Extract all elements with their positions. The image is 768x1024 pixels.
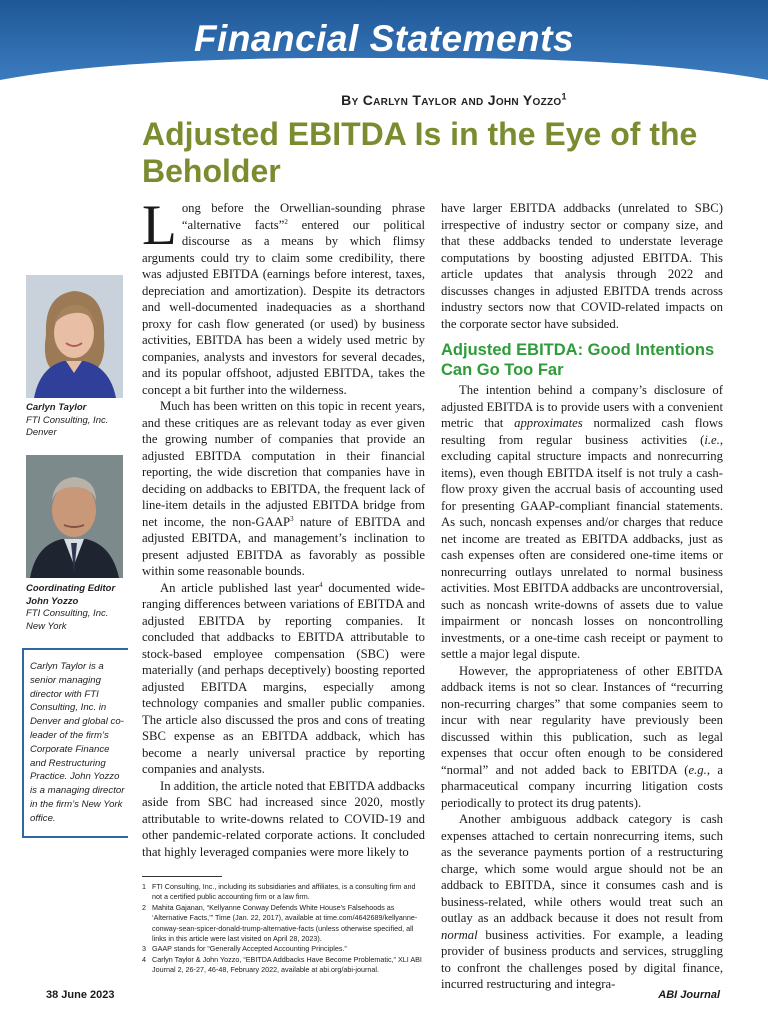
footnote-number: 3 bbox=[142, 944, 146, 954]
body-paragraph bbox=[142, 580, 425, 778]
article-column-2 bbox=[441, 200, 723, 332]
author-photo-yozzo bbox=[26, 455, 123, 578]
text-emphasis: normal bbox=[441, 927, 478, 942]
text-run: , a pharmaceutical company incurring litigation costs periodically to protect its drug patents). bbox=[441, 762, 723, 810]
footnotes bbox=[142, 882, 425, 976]
text-emphasis: e.g. bbox=[688, 762, 707, 777]
author-name: John Yozzo bbox=[26, 595, 79, 607]
author-caption-yozzo bbox=[26, 583, 134, 633]
body-paragraph bbox=[142, 194, 425, 398]
journal-name: ABI Journal bbox=[658, 989, 720, 1001]
body-paragraph bbox=[441, 811, 723, 993]
section-banner bbox=[0, 0, 768, 82]
body-paragraph bbox=[441, 382, 723, 663]
footnote bbox=[142, 955, 425, 976]
footnote-text: Mahita Gajanan, “Kellyanne Conway Defends White House’s Falsehoods as ‘Alternative Facts,’” Time (Jan. 22, 2017), available at time.com/4642689/kellyanne-conway-sean-spicer-donald-trump-alternative-facts (unless otherwise specified, all links in this article were last visited on April 28, 2023). bbox=[152, 902, 418, 944]
footnote bbox=[142, 882, 425, 903]
text-run: However, the appropriateness of other EBITDA addback items is not so clear. Instances of “recurring non-recurring charges” that some companies seem to incur with near regularity have previously been discussed within this publication, such as legal expenses that occur often enough to be considered “normal” and not added back to EBITDA ( bbox=[441, 663, 723, 777]
article-headline: Adjusted EBITDA Is in the Eye of the Beholder bbox=[142, 116, 698, 189]
text-run: nature of EBITDA and adjusted EBITDA, and management’s inclination to present adjusted EBITDA as favorably as possible within some reasonable bounds. bbox=[142, 514, 425, 578]
page-folio: 38 June 2023 bbox=[46, 989, 115, 1001]
author-caption-taylor bbox=[26, 402, 134, 440]
byline bbox=[140, 92, 768, 108]
footnote-number: 4 bbox=[142, 954, 146, 964]
text-run: , excluding capital structure impacts and nonrecurring items), even though EBITDA itself is not truly a cash-flow proxy given the accrual basis of accounting used for presenting GAAP-compliant financial statements. As such, noncash expenses and/or charges that reduce net income are treated as EBITDA addbacks, just as cash expenses often are considered one-time items or nonrecurring outlays unrelated to normal business activities. Most EBITDA addbacks are uncontroversial, such as noncash write-downs of assets due to value impairment or noncash losses on noncontrolling investments, or a one-time cash receipt or payment to settle a major legal dispute. bbox=[441, 432, 723, 661]
text-run: entered our political discourse as a means by which flimsy arguments could try to claim some credibility, there was adjusted EBITDA (earnings before interest, taxes, depreciation and amortization). Despite its detractors and well-documented inadequacies as a shorthand proxy for cash flow generated (or used) by business activities, EBITDA has been a widely used metric by companies, analysts and investors for several decades, and its popular offshoot, adjusted EBITDA, takes the concept a bit further into the wilderness. bbox=[142, 217, 425, 397]
text-emphasis: approximates bbox=[514, 416, 583, 430]
footnote bbox=[142, 944, 425, 954]
byline-authors: By Carlyn Taylor and John Yozzo bbox=[341, 92, 562, 108]
author-city: New York bbox=[26, 620, 67, 632]
text-run: normalized cash flows resulting from regular business activities ( bbox=[441, 416, 723, 447]
footnote-number: 1 bbox=[142, 882, 146, 891]
footnote-ref: 4 bbox=[319, 580, 323, 589]
author-role: Coordinating Editor bbox=[26, 583, 116, 594]
text-run: The intention behind a company’s disclosure of adjusted EBITDA is to provide users with a convenient metric that bbox=[441, 383, 723, 430]
text-run: documented wide-ranging differences between variations of EBITDA and adjusted EBITDA by reporting companies. It concluded that addbacks to EBITDA attributable to stock-based employee compensation (SBC) were materially (and perhaps deceptively) boosting reported adjusted EBITDA margins, especially among technology companies and smaller public companies. The article also discussed the pros and cons of treating SBC expense as an EBITDA addback, which has become a nearly universal practice by reporting companies and analysts. bbox=[142, 580, 425, 776]
section-title: Financial Statements bbox=[193, 18, 575, 59]
author-name: Carlyn Taylor bbox=[26, 402, 87, 413]
body-paragraph bbox=[142, 398, 425, 580]
footnote-text: GAAP stands for “Generally Accepted Accounting Principles.” bbox=[152, 944, 347, 954]
text-run: ong before the Orwellian-sounding phrase “alternative facts” bbox=[181, 201, 425, 232]
footnote-ref: 2 bbox=[284, 217, 288, 226]
author-company: FTI Consulting, Inc. bbox=[26, 608, 109, 619]
text-run: An article published last year bbox=[160, 580, 320, 595]
bio-accent-bar bbox=[22, 650, 24, 836]
footnote-text: Carlyn Taylor & John Yozzo, “EBITDA Addbacks Have Become Problematic,” XLI ABI Journal 2, 26-27, 46-48, February 2022, available at abi.org/abi-journal. bbox=[152, 954, 422, 975]
article-column-2-content bbox=[441, 341, 723, 993]
text-run: business activities. For example, a leading provider of business products and services, struggling to confront the challenges posed by digital finance, incurred restructuring and integra- bbox=[441, 927, 723, 991]
author-bio: Carlyn Taylor is a senior managing director with FTI Consulting, Inc. in Denver and global co-leader of the firm’s Corporate Finance and Restructuring Practice. John Yozzo is a managing director in the firm’s New York office. bbox=[30, 661, 125, 824]
article-column-1 bbox=[142, 194, 425, 860]
subheading: Adjusted EBITDA: Good Intentions Can Go Too Far bbox=[441, 341, 715, 379]
author-photo-taylor bbox=[26, 275, 123, 398]
byline-note: 1 bbox=[561, 91, 567, 102]
author-company: FTI Consulting, Inc. bbox=[26, 414, 109, 426]
body-paragraph-continued: have larger EBITDA addbacks (unrelated to SBC) irrespective of industry sector or company size, and that these addbacks tended to understate leverage computations by boosting adjusted EBITDA. This article updates that analysis through 2022 and discusses changes in adjusted EBITDA trends across industry sectors now that COVID-related impacts on the corporate sector have subsided. bbox=[441, 201, 723, 331]
footnote bbox=[142, 903, 425, 945]
text-run: Another ambiguous addback category is cash expenses attached to certain nonrecurring items, such as the severance payments portion of a restructuring charge, which some would argue should not be an addback to EBITDA, since it consumes cash and is business-related, while others would treat such an outlay as an addback because it does not result from bbox=[441, 812, 723, 925]
footnote-ref: 3 bbox=[290, 514, 294, 523]
body-paragraph: In addition, the article noted that EBITDA addbacks aside from SBC had increased since 2020, mostly attributable to write-downs related to COVID-19 and other pandemic-related corporate actions. It concluded that highly leveraged companies were more likely to bbox=[142, 778, 425, 859]
author-bio-box bbox=[22, 648, 128, 838]
body-paragraph bbox=[441, 663, 723, 812]
footnote-text: FTI Consulting, Inc., including its subsidiaries and affiliates, is a consulting firm and not a certified public accounting firm or a law firm. bbox=[152, 882, 416, 902]
footnote-rule bbox=[142, 876, 222, 877]
author-city: Denver bbox=[26, 427, 57, 438]
text-run: Much has been written on this topic in recent years, and these critiques are as relevant today as ever given the growing number of companies that provide an adjusted EBITDA computation in their financial reporting, the wide discretion that companies have in deciding on addbacks to EBITDA, the frequent lack of line-item details in the adjusted EBITDA bridge from net income, the non-GAAP bbox=[142, 399, 425, 529]
drop-cap: L bbox=[142, 194, 177, 257]
text-emphasis: i.e. bbox=[704, 432, 720, 447]
footnote-number: 2 bbox=[142, 902, 146, 912]
